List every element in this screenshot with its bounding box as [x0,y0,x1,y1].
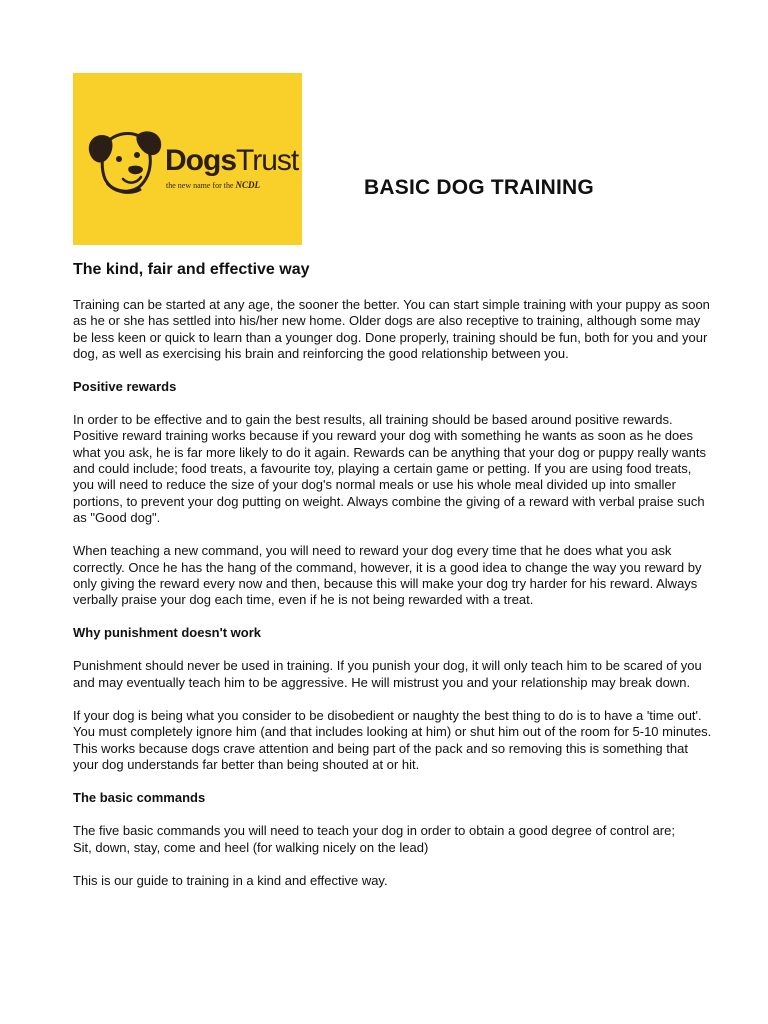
basic-commands-list: Sit, down, stay, come and heel (for walking nicely on the lead) [73,839,429,855]
intro-paragraph: Training can be started at any age, the sooner the better. You can start simple training with your puppy as soon as he or she has settled into his/her new home. Older dogs are also receptive to training, although some may be less keen or quick to learn than a younger dog. Done properly, training should be fun, both for you and your dog, as well as exercising his brain and reinforcing the good relationship between you. [73,297,710,361]
basic-commands-heading: The basic commands [73,790,206,806]
punishment-paragraph-2: If your dog is being what you consider to be disobedient or naughty the best thing to do is to have a 'time out'. You must completely ignore him (and that includes looking at him) or shut him out of the room for 5-10 minutes. This works because dogs crave attention and being part of the pack and so removing this is something that your dog understands far better than being shouted at or hit. [73,708,712,772]
positive-rewards-paragraph-2: When teaching a new command, you will need to reward your dog every time that he does what you ask correctly. Once he has the hang of the command, however, it is a good idea to change the way you reward by only giving the reward every now and then, because this will make your dog try harder for his reward. Always verbally praise your dog each time, even if he is not being rewarded with a treat. [73,543,702,608]
closing-paragraph: This is our guide to training in a kind and effective way. [73,872,388,888]
document-body [73,297,713,906]
brand-tagline [166,180,260,190]
positive-rewards-heading: Positive rewards [73,379,177,395]
document-title: BASIC DOG TRAINING [364,176,594,199]
tagline-prefix: the new name for the [166,181,234,190]
dogs-trust-logo [73,73,302,245]
brand-name-bold: Dogs [165,144,236,177]
basic-commands-paragraph-1: The five basic commands you will need to teach your dog in order to obtain a good degree of control are; [73,823,675,839]
dog-face-icon [85,121,167,199]
punishment-paragraph-1: Punishment should never be used in training. If you punish your dog, it will only teach him to be scared of you and may eventually teach him to be aggressive. He will mistrust you and your relationship may break down. [73,658,702,690]
positive-rewards-paragraph-1: In order to be effective and to gain the best results, all training should be based around positive rewards. Positive reward training works because if you reward your dog with something he wants as soon as he does what you ask, he is far more likely to do it again. Rewards can be anything that your dog or puppy really wants and could include; food treats, a favourite toy, playing a certain game or petting. If you are using food treats, you will need to reduce the size of your dog's normal meals or use his whole meal divided up into smaller portions, to prevent your dog putting on weight. Always combine the giving of a reward with verbal praise such as "Good dog". [73,412,707,525]
brand-name-light: Trust [236,144,299,177]
tagline-ncdl: NCDL [235,180,261,190]
punishment-heading: Why punishment doesn't work [73,625,261,641]
document-subtitle: The kind, fair and effective way [73,261,310,278]
brand-name [165,146,298,176]
